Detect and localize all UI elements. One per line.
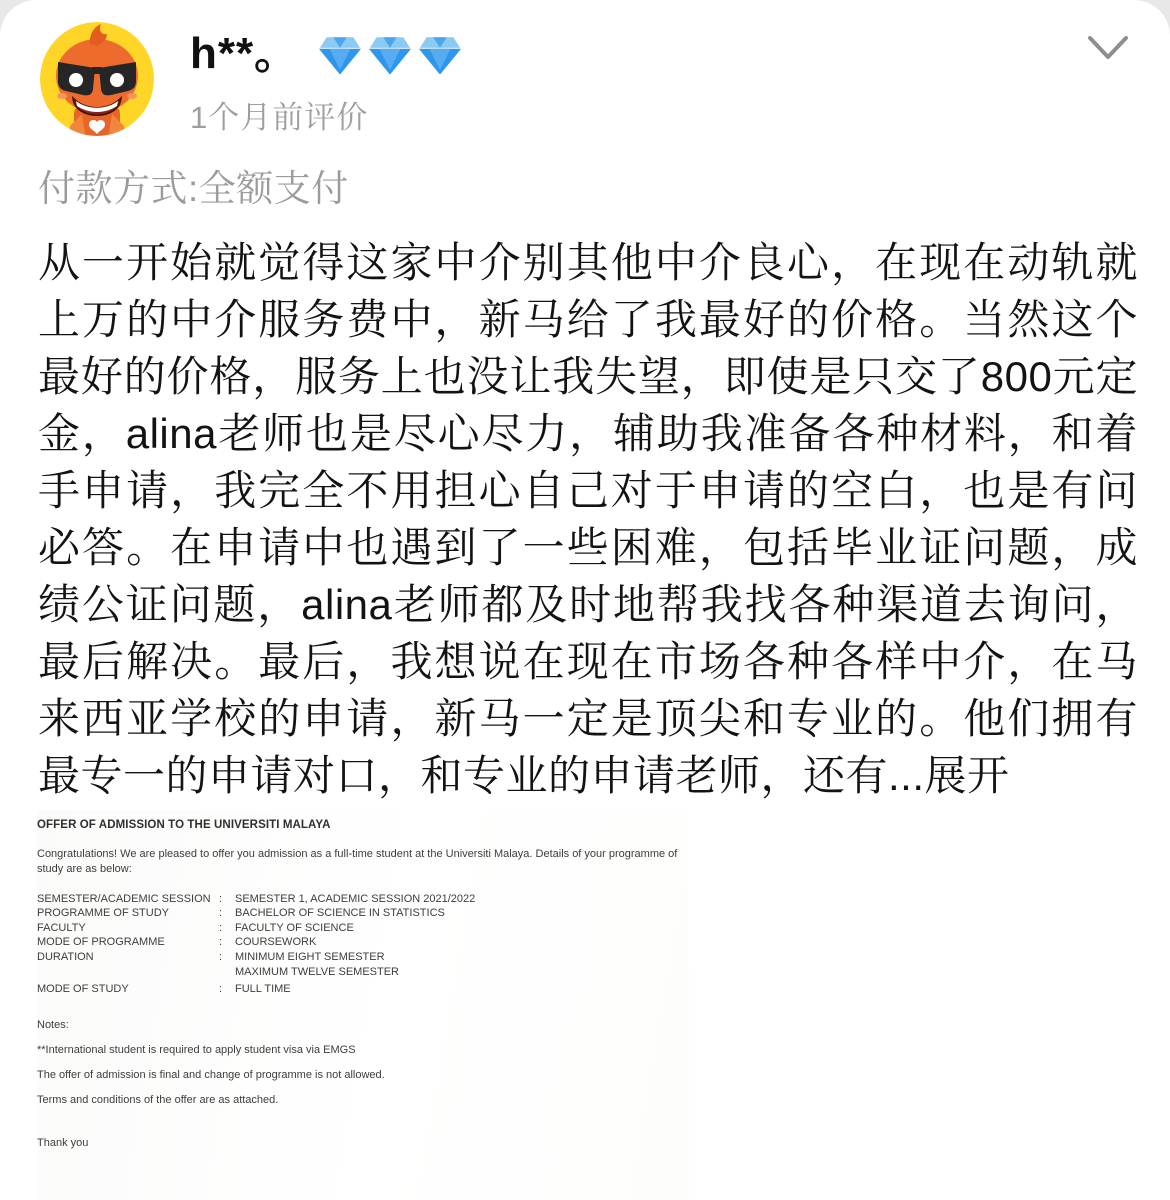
doc-detail-row: MAXIMUM TWELVE SEMESTER [235, 965, 400, 978]
doc-detail-row: DURATION : MINIMUM EIGHT SEMESTER [37, 950, 385, 963]
doc-note: **International student is required to apply student visa via EMGS [37, 1043, 356, 1056]
doc-closing: Thank you [37, 1136, 89, 1149]
doc-detail-row: MODE OF STUDY : FULL TIME [37, 983, 291, 996]
doc-detail-row: SEMESTER/ACADEMIC SESSION : SEMESTER 1, ACADEMIC SESSION 2021/2022 [37, 892, 476, 905]
avatar [40, 22, 154, 136]
username: h**。 [190, 29, 300, 78]
expand-review-link[interactable]: 展开 [924, 752, 1010, 799]
avatar-mascot-icon [40, 22, 154, 136]
review-time: 1个月前评价 [190, 100, 369, 135]
reviewer-identity [190, 26, 463, 82]
doc-details-table [37, 892, 689, 997]
payment-method-label: 付款方式:全额支付 [38, 168, 349, 209]
doc-detail-row: PROGRAMME OF STUDY : BACHELOR OF SCIENCE IN STATISTICS [37, 907, 445, 920]
doc-intro: Congratulations! We are pleased to offer you admission as a full-time student at the Universiti Malaya. Details of your programme of study are as below: [37, 847, 678, 876]
review-body-text: 从一开始就觉得这家中介别其他中介良心，在现在动轨就上万的中介服务费中，新马给了我最好的价格。当然这个最好的价格，服务上也没让我失望，即使是只交了800元定金，alina老师也是尽心尽力，辅助我准备各种材料，和着手申请，我完全不用担心自己对于申请的空白，也是有问必答。在申请中也遇到了一些困难，包括毕业证问题，成绩公证问题，alina老师都及时地帮我找各种渠道去询问，最后解决。最后，我想说在现在市场各种各样中介，在马来西亚学校的申请，新马一定是顶尖和专业的。他们拥有最专一的申请对口，和专业的申请老师，还有... [38, 239, 1138, 799]
chevron-down-icon[interactable] [1086, 34, 1130, 62]
doc-detail-row: FACULTY : FACULTY OF SCIENCE [37, 921, 354, 934]
diamond-icon [317, 34, 363, 77]
doc-title: OFFER OF ADMISSION TO THE UNIVERSITI MALAYA [37, 819, 331, 831]
diamond-icon [417, 34, 463, 77]
attachment-admission-letter[interactable] [37, 810, 689, 1200]
doc-note: Terms and conditions of the offer are as attached. [37, 1094, 279, 1107]
doc-notes-heading: Notes: [37, 1018, 69, 1031]
doc-detail-row: MODE OF PROGRAMME : COURSEWORK [37, 936, 317, 949]
doc-note: The offer of admission is final and change of programme is not allowed. [37, 1068, 385, 1081]
diamond-icon [367, 34, 413, 77]
rank-diamonds [317, 34, 463, 77]
review-body [38, 234, 1138, 804]
